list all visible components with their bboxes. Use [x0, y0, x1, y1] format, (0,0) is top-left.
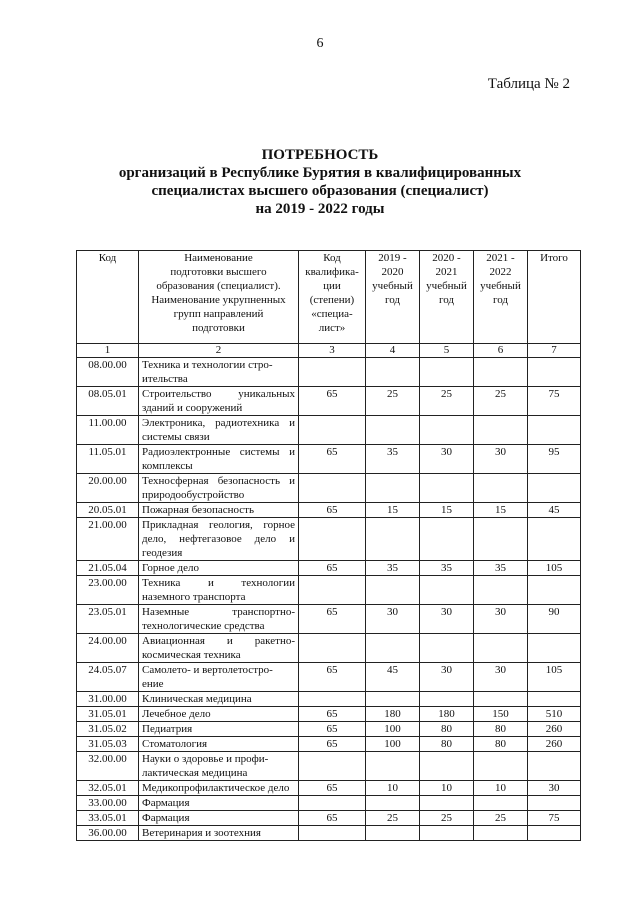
- cell-total: [528, 796, 581, 811]
- cell-2020: 80: [420, 737, 474, 752]
- cell-2019: [366, 796, 420, 811]
- column-number: 4: [366, 344, 420, 358]
- cell-2019: 180: [366, 707, 420, 722]
- cell-name: Клиническая медицина: [139, 692, 299, 707]
- cell-qualification: [299, 692, 366, 707]
- cell-name: Самолето- и вертолетостро- ение: [139, 663, 299, 692]
- cell-qualification: 65: [299, 503, 366, 518]
- table-row: [77, 605, 581, 634]
- cell-total: 260: [528, 722, 581, 737]
- header-row: [77, 251, 581, 344]
- cell-total: [528, 752, 581, 781]
- cell-2019: 25: [366, 387, 420, 416]
- cell-2019: [366, 634, 420, 663]
- cell-2021: 25: [474, 387, 528, 416]
- cell-qualification: 65: [299, 737, 366, 752]
- table-row: [77, 781, 581, 796]
- col-header-qualification: Код квалифика- ции (степени) «специа- лист»: [299, 251, 366, 344]
- cell-name: Техника и технологии стро- ительства: [139, 358, 299, 387]
- cell-code: 24.00.00: [77, 634, 139, 663]
- table-row: [77, 634, 581, 663]
- cell-code: 21.05.04: [77, 561, 139, 576]
- table-row: [77, 752, 581, 781]
- cell-2021: [474, 576, 528, 605]
- cell-name: Фармация: [139, 796, 299, 811]
- cell-2021: [474, 474, 528, 503]
- cell-code: 31.05.02: [77, 722, 139, 737]
- cell-2019: [366, 826, 420, 841]
- column-number: 7: [528, 344, 581, 358]
- cell-code: 11.00.00: [77, 416, 139, 445]
- cell-name: Педиатрия: [139, 722, 299, 737]
- cell-2020: [420, 634, 474, 663]
- column-number: 6: [474, 344, 528, 358]
- table-row: [77, 503, 581, 518]
- column-number: 1: [77, 344, 139, 358]
- cell-2020: [420, 358, 474, 387]
- table-row: [77, 576, 581, 605]
- cell-code: 36.00.00: [77, 826, 139, 841]
- cell-total: [528, 474, 581, 503]
- cell-2019: [366, 752, 420, 781]
- cell-qualification: 65: [299, 561, 366, 576]
- cell-name: Авиационная и ракетно-космическая техника: [139, 634, 299, 663]
- cell-qualification: [299, 752, 366, 781]
- cell-code: 08.05.01: [77, 387, 139, 416]
- cell-name: Строительство уникальных зданий и сооружений: [139, 387, 299, 416]
- cell-2021: 80: [474, 737, 528, 752]
- cell-2021: 80: [474, 722, 528, 737]
- table-label: Таблица № 2: [487, 76, 570, 92]
- cell-2019: 25: [366, 811, 420, 826]
- cell-total: [528, 634, 581, 663]
- cell-qualification: 65: [299, 663, 366, 692]
- cell-total: 260: [528, 737, 581, 752]
- cell-2021: 30: [474, 445, 528, 474]
- cell-name: Стоматология: [139, 737, 299, 752]
- cell-2021: 10: [474, 781, 528, 796]
- table-row: [77, 826, 581, 841]
- cell-2019: 45: [366, 663, 420, 692]
- cell-2020: 30: [420, 605, 474, 634]
- cell-2021: 150: [474, 707, 528, 722]
- cell-2020: [420, 826, 474, 841]
- cell-2021: 35: [474, 561, 528, 576]
- col-header-total: Итого: [528, 251, 581, 344]
- cell-2019: [366, 474, 420, 503]
- cell-2021: [474, 518, 528, 561]
- cell-2019: [366, 416, 420, 445]
- column-number-row: [77, 344, 581, 358]
- cell-code: 32.00.00: [77, 752, 139, 781]
- cell-qualification: [299, 576, 366, 605]
- cell-qualification: 65: [299, 722, 366, 737]
- cell-2020: [420, 474, 474, 503]
- cell-qualification: 65: [299, 387, 366, 416]
- cell-code: 20.05.01: [77, 503, 139, 518]
- cell-code: 33.00.00: [77, 796, 139, 811]
- cell-2021: [474, 692, 528, 707]
- cell-name: Наземные транспортно-технологические средства: [139, 605, 299, 634]
- cell-2020: 10: [420, 781, 474, 796]
- cell-name: Техносферная безопасность и природообустройство: [139, 474, 299, 503]
- table-heading: [0, 146, 640, 218]
- cell-2021: [474, 634, 528, 663]
- demand-table: [76, 250, 581, 841]
- table-row: [77, 663, 581, 692]
- table-row: [77, 811, 581, 826]
- table-row: [77, 692, 581, 707]
- table-row: [77, 707, 581, 722]
- cell-2021: [474, 796, 528, 811]
- table-row: [77, 518, 581, 561]
- cell-2021: 25: [474, 811, 528, 826]
- cell-2020: 80: [420, 722, 474, 737]
- cell-2021: [474, 358, 528, 387]
- cell-2019: [366, 692, 420, 707]
- table-row: [77, 387, 581, 416]
- cell-name: Пожарная безопасность: [139, 503, 299, 518]
- cell-code: 33.05.01: [77, 811, 139, 826]
- table-row: [77, 561, 581, 576]
- cell-2020: [420, 692, 474, 707]
- heading-line: специалистах высшего образования (специалист): [151, 183, 489, 199]
- table-row: [77, 358, 581, 387]
- cell-total: 95: [528, 445, 581, 474]
- column-number: 3: [299, 344, 366, 358]
- cell-name: Техника и технологии наземного транспорта: [139, 576, 299, 605]
- cell-2020: 25: [420, 811, 474, 826]
- cell-2020: [420, 796, 474, 811]
- cell-code: 31.00.00: [77, 692, 139, 707]
- cell-2019: 10: [366, 781, 420, 796]
- cell-2020: [420, 576, 474, 605]
- cell-qualification: [299, 474, 366, 503]
- heading-line: организаций в Республике Бурятия в квалифицированных: [118, 165, 522, 181]
- cell-code: 21.00.00: [77, 518, 139, 561]
- cell-name: Медикопрофилактическое дело: [139, 781, 299, 796]
- cell-total: 90: [528, 605, 581, 634]
- cell-2021: [474, 416, 528, 445]
- cell-qualification: 65: [299, 707, 366, 722]
- heading-line: на 2019 - 2022 годы: [255, 201, 385, 217]
- cell-2021: [474, 826, 528, 841]
- cell-qualification: 65: [299, 605, 366, 634]
- cell-total: 75: [528, 387, 581, 416]
- cell-code: 11.05.01: [77, 445, 139, 474]
- cell-2019: 30: [366, 605, 420, 634]
- cell-2019: [366, 518, 420, 561]
- cell-name: Фармация: [139, 811, 299, 826]
- cell-total: [528, 358, 581, 387]
- cell-2019: 15: [366, 503, 420, 518]
- cell-code: 23.05.01: [77, 605, 139, 634]
- cell-2020: [420, 416, 474, 445]
- table-row: [77, 796, 581, 811]
- cell-2019: 35: [366, 561, 420, 576]
- cell-code: 32.05.01: [77, 781, 139, 796]
- table-row: [77, 445, 581, 474]
- cell-qualification: [299, 416, 366, 445]
- cell-name: Ветеринария и зоотехния: [139, 826, 299, 841]
- col-header-2021: 2021 - 2022 учебный год: [474, 251, 528, 344]
- cell-qualification: [299, 796, 366, 811]
- cell-2020: 35: [420, 561, 474, 576]
- table-row: [77, 722, 581, 737]
- cell-2020: [420, 752, 474, 781]
- cell-qualification: 65: [299, 445, 366, 474]
- cell-2020: 30: [420, 445, 474, 474]
- cell-code: 08.00.00: [77, 358, 139, 387]
- column-number: 2: [139, 344, 299, 358]
- cell-code: 23.00.00: [77, 576, 139, 605]
- col-header-code: Код: [77, 251, 139, 344]
- cell-2020: 30: [420, 663, 474, 692]
- cell-2019: [366, 358, 420, 387]
- cell-total: 75: [528, 811, 581, 826]
- table-row: [77, 416, 581, 445]
- cell-name: Прикладная геология, горное дело, нефтегазовое дело и геодезия: [139, 518, 299, 561]
- cell-total: [528, 692, 581, 707]
- cell-total: [528, 416, 581, 445]
- cell-2021: 15: [474, 503, 528, 518]
- cell-qualification: [299, 518, 366, 561]
- cell-2021: 30: [474, 663, 528, 692]
- cell-2020: 15: [420, 503, 474, 518]
- cell-code: 31.05.01: [77, 707, 139, 722]
- cell-name: Горное дело: [139, 561, 299, 576]
- col-header-2019: 2019 - 2020 учебный год: [366, 251, 420, 344]
- col-header-2020: 2020 - 2021 учебный год: [420, 251, 474, 344]
- cell-2021: [474, 752, 528, 781]
- cell-2019: 100: [366, 722, 420, 737]
- cell-name: Электроника, радиотехника и системы связи: [139, 416, 299, 445]
- cell-name: Науки о здоровье и профи- лактическая медицина: [139, 752, 299, 781]
- cell-code: 24.05.07: [77, 663, 139, 692]
- cell-qualification: 65: [299, 811, 366, 826]
- cell-qualification: 65: [299, 781, 366, 796]
- cell-total: 45: [528, 503, 581, 518]
- cell-total: [528, 518, 581, 561]
- cell-qualification: [299, 358, 366, 387]
- cell-name: Радиоэлектронные системы и комплексы: [139, 445, 299, 474]
- cell-2019: 35: [366, 445, 420, 474]
- cell-name: Лечебное дело: [139, 707, 299, 722]
- column-number: 5: [420, 344, 474, 358]
- cell-total: 105: [528, 561, 581, 576]
- page-number: 6: [316, 36, 324, 51]
- cell-total: [528, 576, 581, 605]
- cell-2021: 30: [474, 605, 528, 634]
- cell-2020: [420, 518, 474, 561]
- col-header-name: Наименование подготовки высшего образования (специалист). Наименование укрупненных групп направлений подготовки: [139, 251, 299, 344]
- table-row: [77, 474, 581, 503]
- cell-2019: 100: [366, 737, 420, 752]
- cell-total: 510: [528, 707, 581, 722]
- table-row: [77, 737, 581, 752]
- heading-line: ПОТРЕБНОСТЬ: [261, 147, 379, 163]
- cell-2020: 180: [420, 707, 474, 722]
- cell-total: 30: [528, 781, 581, 796]
- cell-qualification: [299, 634, 366, 663]
- cell-qualification: [299, 826, 366, 841]
- cell-total: 105: [528, 663, 581, 692]
- cell-2019: [366, 576, 420, 605]
- cell-2020: 25: [420, 387, 474, 416]
- cell-total: [528, 826, 581, 841]
- cell-code: 20.00.00: [77, 474, 139, 503]
- cell-code: 31.05.03: [77, 737, 139, 752]
